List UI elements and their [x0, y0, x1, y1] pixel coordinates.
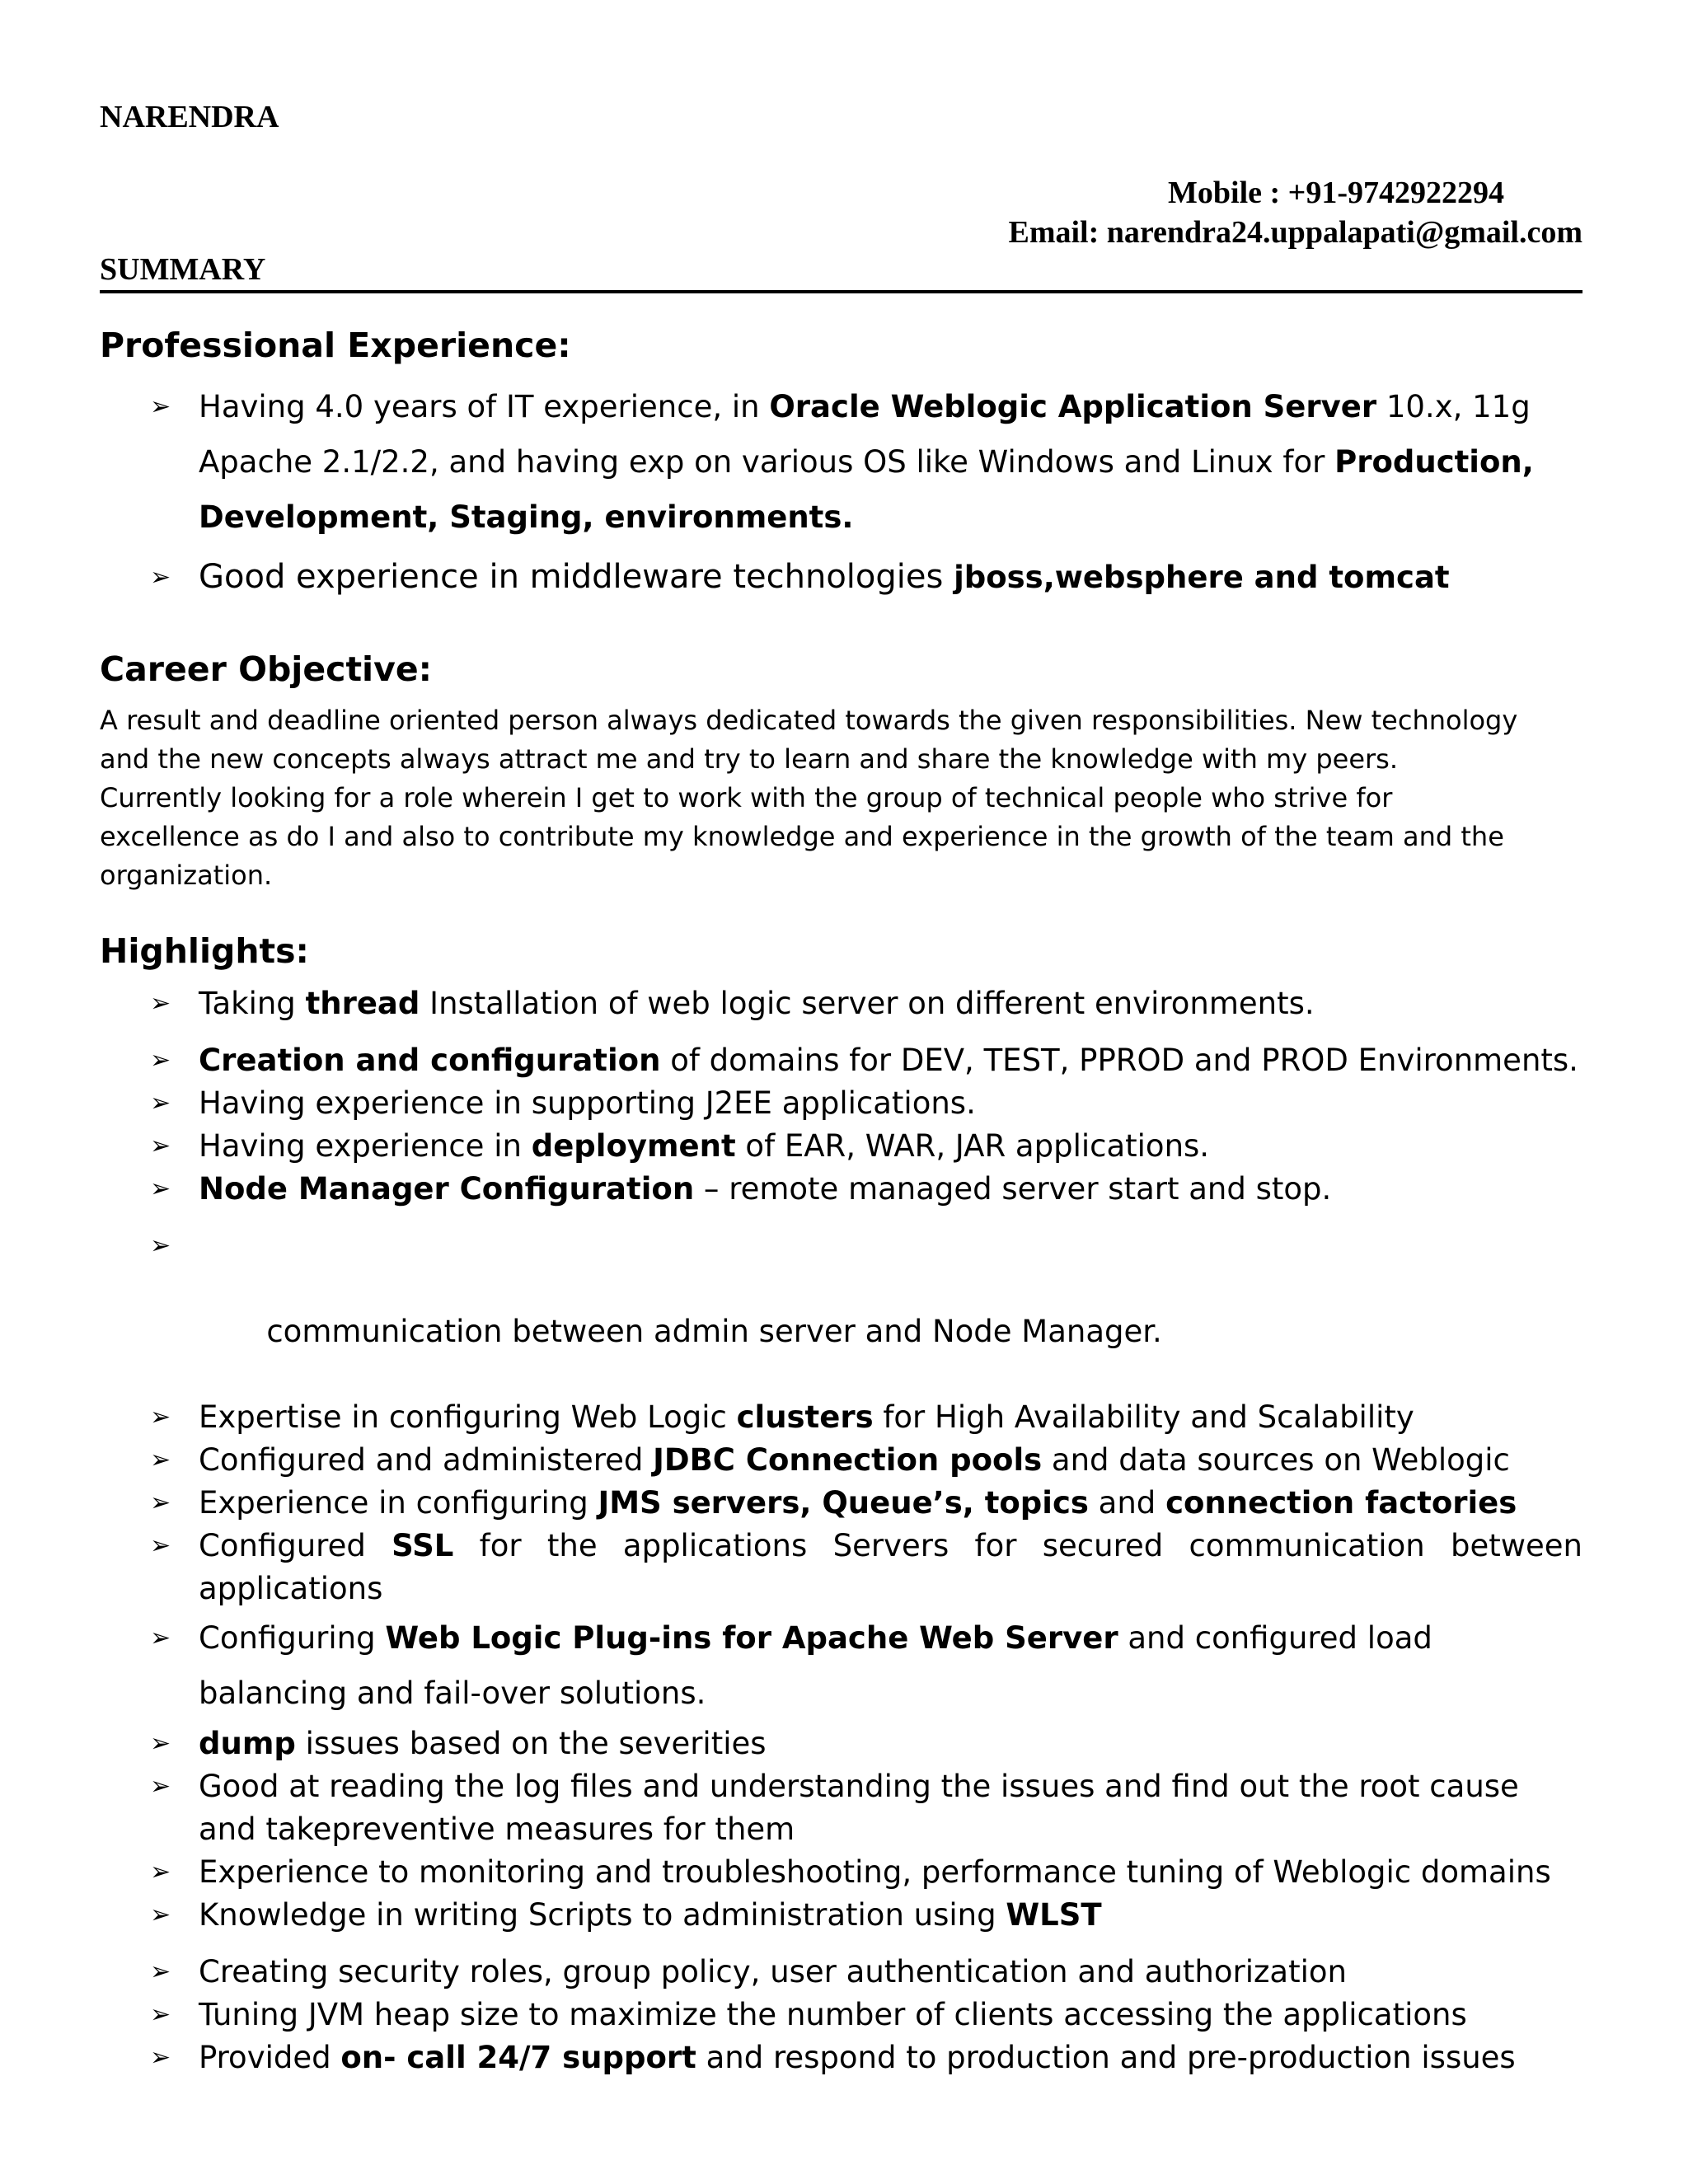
bullet-arrow-icon: ➢: [150, 2000, 171, 2029]
bullet-arrow-icon: ➢: [150, 1132, 171, 1160]
career-objective-text: A result and deadline oriented person always dedicated towards the given responsibilities. New technology and the new concepts always attract me and try to learn and share the knowledge with my peers. Currently looking for a role wherein I get to work with the group of technical people who strive for excellence as do I and also to contribute my knowledge and experience in the growth of the team and the organization.: [100, 705, 1518, 891]
summary-divider: [100, 290, 1582, 293]
professional-experience-list: [0, 379, 1688, 605]
mobile-number: Mobile : +91-9742922294: [1168, 176, 1504, 210]
bullet-arrow-icon: ➢: [150, 1858, 171, 1886]
list-item: ➢ Configured SSL for the applications Servers for secured communication between applications: [0, 1525, 1688, 1610]
bullet-arrow-icon: ➢: [150, 1957, 171, 1986]
professional-experience-heading: Professional Experience:: [100, 326, 571, 365]
list-item: ➢ dump issues based on the severities: [0, 1722, 1688, 1765]
bullet-arrow-icon: ➢: [150, 392, 171, 421]
contact-block: [1008, 173, 1582, 252]
list-item: ➢ Good at reading the log files and understanding the issues and find out the root cause and takepreventive measures for them: [0, 1765, 1688, 1851]
list-item: ➢ Experience in configuring JMS servers, Queue’s, topics and connection factories: [0, 1482, 1688, 1525]
list-item: ➢ Expertise in configuring Web Logic clusters for High Availability and Scalability: [0, 1396, 1688, 1439]
bullet-arrow-icon: ➢: [150, 1089, 171, 1118]
bullet-arrow-icon: ➢: [150, 1729, 171, 1758]
candidate-name: NARENDRA: [100, 100, 279, 134]
bullet-arrow-icon: ➢: [150, 1772, 171, 1801]
list-item: ➢ Experience to monitoring and troubleshooting, performance tuning of Weblogic domains: [0, 1851, 1688, 1894]
list-item: ➢ Creation and configuration of domains for DEV, TEST, PPROD and PROD Environments.: [0, 1039, 1688, 1082]
bullet-arrow-icon: ➢: [150, 1624, 171, 1652]
bullet-arrow-icon: ➢: [150, 1403, 171, 1432]
bullet-arrow-icon: ➢: [150, 1231, 171, 1260]
list-item: ➢ Having 4.0 years of IT experience, in Oracle Weblogic Application Server 10.x, 11g Apache 2.1/2.2, and having exp on various OS like Windows and Linux for Production, Development, Staging, environments.: [0, 379, 1688, 545]
highlights-list: [0, 982, 1688, 2079]
bullet-arrow-icon: ➢: [150, 1446, 171, 1474]
bullet-arrow-icon: ➢: [150, 1046, 171, 1075]
list-item: ➢ Creating security roles, group policy, user authentication and authorization: [0, 1951, 1688, 1994]
bullet-arrow-icon: ➢: [150, 1900, 171, 1929]
bullet-arrow-icon: ➢: [150, 1531, 171, 1560]
highlights-heading: Highlights:: [100, 931, 309, 971]
list-item: ➢ communication between admin server and Node Manager.: [0, 1225, 1688, 1396]
list-item: ➢ Configured and administered JDBC Connection pools and data sources on Weblogic: [0, 1439, 1688, 1482]
bullet-arrow-icon: ➢: [150, 2043, 171, 2072]
list-item: ➢ Knowledge in writing Scripts to administration using WLST: [0, 1894, 1688, 1937]
list-item: ➢ Having experience in supporting J2EE applications.: [0, 1082, 1688, 1125]
bullet-arrow-icon: ➢: [150, 563, 171, 592]
list-item: ➢ Tuning JVM heap size to maximize the number of clients accessing the applications: [0, 1994, 1688, 2036]
email-address: Email: narendra24.uppalapati@gmail.com: [1008, 215, 1582, 250]
list-item: ➢ Taking thread Installation of web logic server on different environments.: [0, 982, 1688, 1025]
bullet-arrow-icon: ➢: [150, 1488, 171, 1517]
list-item: ➢ Good experience in middleware technologies jboss,websphere and tomcat: [0, 550, 1688, 605]
bullet-arrow-icon: ➢: [150, 1174, 171, 1203]
bullet-arrow-icon: ➢: [150, 989, 171, 1018]
list-item: ➢ Node Manager Configuration – remote managed server start and stop.: [0, 1168, 1688, 1211]
list-item: ➢ Having experience in deployment of EAR, WAR, JAR applications.: [0, 1125, 1688, 1168]
list-item: ➢ Configuring Web Logic Plug-ins for Apache Web Server and configured load balancing and fail-over solutions.: [0, 1610, 1688, 1721]
career-objective-heading: Career Objective:: [100, 649, 433, 689]
list-item: ➢ Provided on- call 24/7 support and respond to production and pre-production issues: [0, 2036, 1688, 2079]
summary-heading: SUMMARY: [100, 252, 266, 287]
